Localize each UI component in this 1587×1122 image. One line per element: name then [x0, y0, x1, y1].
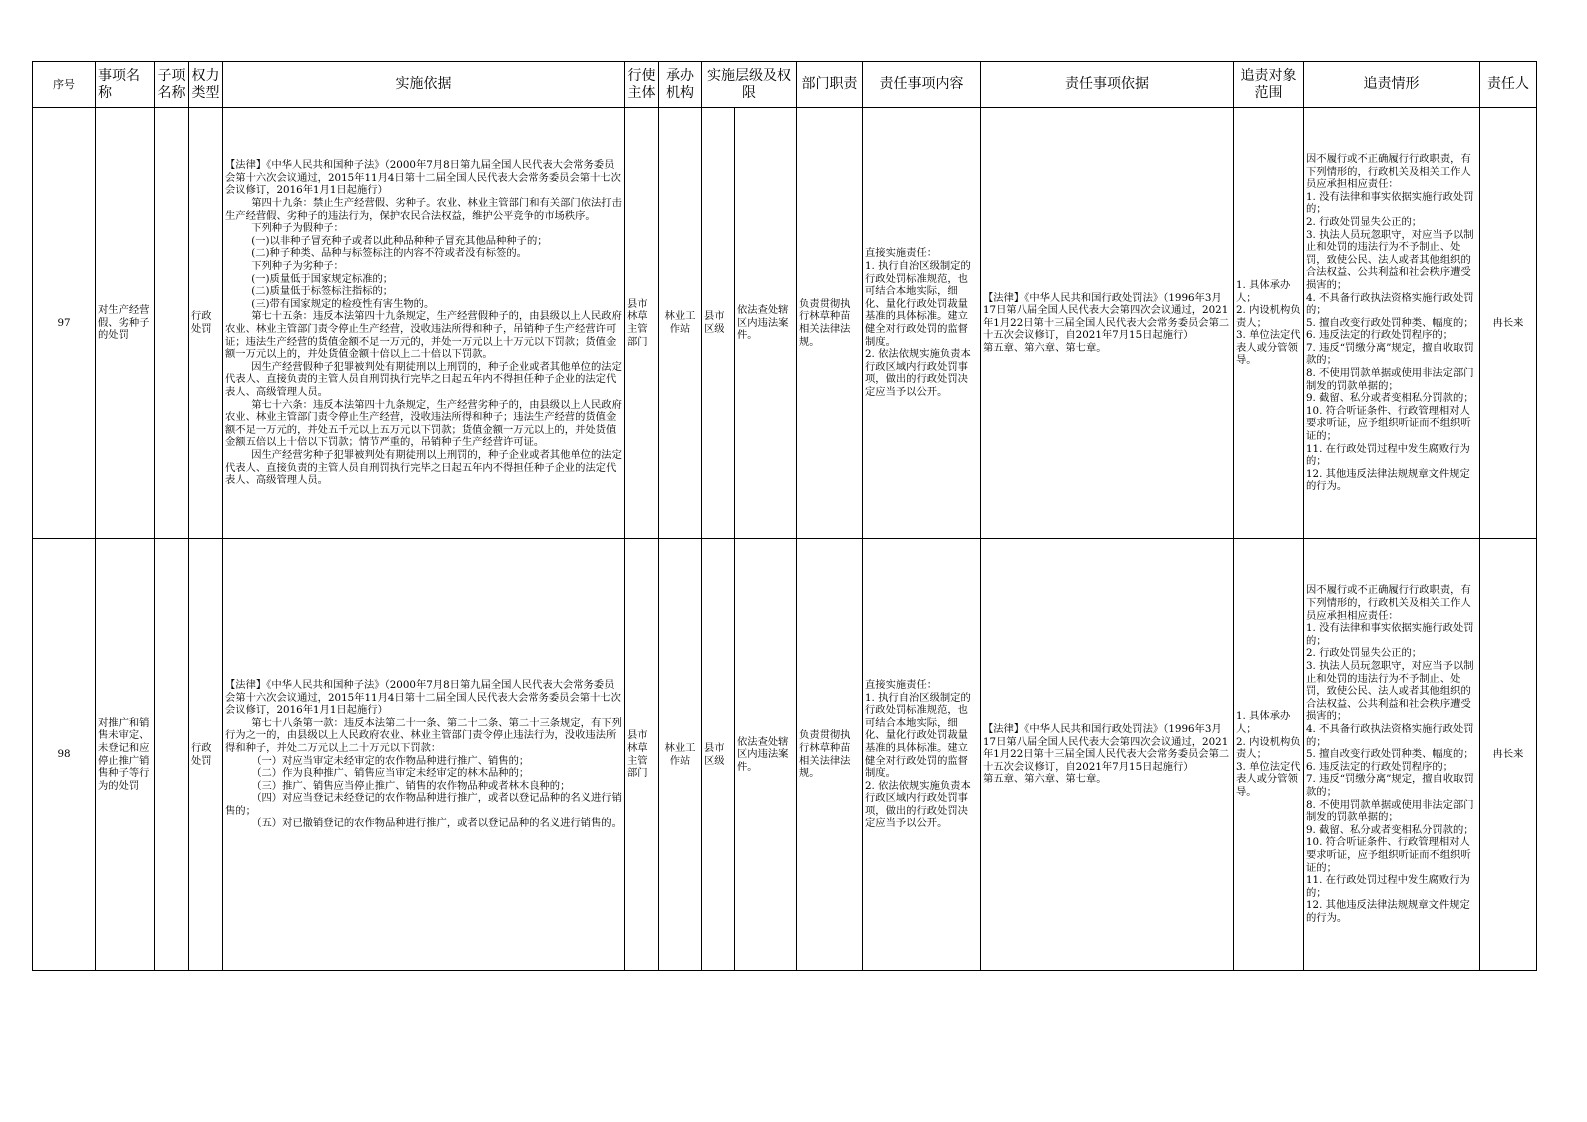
cell-situation	[1304, 539, 1480, 971]
basis-para: (一)以非种子冒充种子或者以此种品种种子冒充其他品种种子的；	[225, 234, 548, 247]
cell-sub-item-name	[155, 108, 189, 539]
cell-person: 冉长来	[1480, 539, 1537, 971]
header-duty: 部门职责	[797, 62, 863, 108]
cell-item-name: 对推广和销售未审定、未登记和应停止推广销售种子等行为的处罚	[96, 539, 155, 971]
resp-content-line: 直接实施责任：	[865, 678, 938, 691]
header-situation: 追责情形	[1304, 62, 1480, 108]
resp-basis-line: 【法律】《中华人民共和国行政处罚法》（1996年3月17日第八届全国人民代表大会第四次会议通过，2021年1月22日第十三届全国人民代表大会常务委员会第二十五次会议修订，自2021年7月15日起施行）	[983, 291, 1230, 342]
basis-para: （一）对应当审定未经审定的农作物品种进行推广、销售的；	[225, 754, 530, 767]
situation-line: 2. 行政处罚显失公正的；	[1306, 647, 1423, 660]
basis-para: (三)带有国家规定的检疫性有害生物的。	[225, 297, 435, 310]
header-organ: 承办机构	[659, 62, 702, 108]
situation-line: 8. 不使用罚款单据或使用非法定部门制发的罚款单据的；	[1306, 367, 1474, 392]
cell-resp-basis	[981, 539, 1234, 971]
cell-subject: 县市林草主管部门	[625, 539, 659, 971]
cell-duty: 负责贯彻执行林草种苗相关法律法规。	[797, 539, 863, 971]
cell-resp-content	[863, 108, 981, 539]
situation-line: 5. 擅自改变行政处罚种类、幅度的；	[1306, 316, 1474, 329]
cell-resp-content	[863, 539, 981, 971]
basis-para: 因生产经营假种子犯罪被判处有期徒刑以上刑罚的，种子企业或者其他单位的法定代表人、直接负责的主管人员自刑罚执行完毕之日起五年内不得担任种子企业的法定代表人、高级管理人员。	[225, 360, 622, 398]
target-line: 1. 具体承办人；	[1236, 278, 1291, 304]
table-header-row	[33, 62, 1537, 108]
target-line: 3. 单位法定代表人或分管领导。	[1236, 760, 1301, 798]
situation-line: 12. 其他违反法律法规规章文件规定的行为。	[1306, 899, 1470, 924]
resp-content-line: 直接实施责任：	[865, 247, 938, 260]
header-resp-basis: 责任事项依据	[981, 62, 1234, 108]
basis-para: （二）作为良种推广、销售应当审定未经审定的林木品种的；	[225, 767, 530, 780]
situation-line: 3. 执法人员玩忽职守，对应当予以制止和处罚的违法行为不予制止、处罚，致使公民、法人或者其他组织的合法权益、公共利益和社会秩序遭受损害的；	[1306, 228, 1474, 291]
basis-para: 第七十五条：违反本法第四十九条规定，生产经营假种子的，由县级以上人民政府农业、林业主管部门责令停止生产经营，没收违法所得和种子，吊销种子生产经营许可证；违法生产经营的货值金额不足一万元的，并处一万元以上十万元以下罚款；货值金额一万元以上的，并处货值金额十倍以上二十倍以下罚款。	[225, 310, 622, 361]
cell-sub-item-name	[155, 539, 189, 971]
header-item-name: 事项名称	[96, 62, 155, 108]
situation-line: 9. 截留、私分或者变相私分罚款的；	[1306, 392, 1474, 405]
cell-organ: 林业工作站	[659, 539, 702, 971]
basis-para: (一)质量低于国家规定标准的；	[225, 272, 394, 285]
resp-content-line: 2. 依法依规实施负责本行政区域内行政处罚事项，做出的行政处罚决定应当予以公开。	[865, 779, 971, 830]
situation-line: 因不履行或不正确履行行政职责，有下列情形的，行政机关及相关工作人员应承担相应责任：	[1306, 152, 1471, 191]
cell-person: 冉长来	[1480, 108, 1537, 539]
situation-line: 11. 在行政处罚过程中发生腐败行为的；	[1306, 442, 1470, 468]
cell-target	[1234, 539, 1304, 971]
basis-para: (二)种子种类、品种与标签标注的内容不符或者没有标签的。	[225, 247, 527, 260]
target-line: 3. 单位法定代表人或分管领导。	[1236, 329, 1301, 367]
basis-para: (二)质量低于标签标注指标的；	[225, 285, 394, 298]
basis-para: 下列种子为劣种子：	[225, 260, 344, 273]
basis-para: 【法律】《中华人民共和国种子法》（2000年7月8日第九届全国人民代表大会常务委员会第十六次会议通过，2015年11月4日第十二届全国人民代表大会常务委员会第十七次会议修订，2016年1月1日起施行）	[225, 678, 621, 717]
resp-content-line: 2. 依法依规实施负责本行政区域内行政处罚事项，做出的行政处罚决定应当予以公开。	[865, 348, 971, 398]
header-target: 追责对象范围	[1234, 62, 1304, 108]
header-basis: 实施依据	[223, 62, 625, 108]
resp-content-line: 1. 执行自治区级制定的行政处罚标准规范，也可结合本地实际，细化、量化行政处罚裁量基准的具体标准。建立健全对行政处罚的监督制度。	[865, 691, 971, 780]
cell-subject: 县市林草主管部门	[625, 108, 659, 539]
situation-line: 8. 不使用罚款单据或使用非法定部门制发的罚款单据的；	[1306, 798, 1474, 824]
cell-resp-basis	[981, 108, 1234, 539]
situation-line: 1. 没有法律和事实依据实施行政处罚的；	[1306, 622, 1474, 647]
cell-authority: 依法查处辖区内违法案件。	[735, 539, 797, 971]
basis-para: 【法律】《中华人民共和国种子法》（2000年7月8日第九届全国人民代表大会常务委员会第十六次会议通过，2015年11月4日第十二届全国人民代表大会常务委员会第十七次会议修订，2016年1月1日起施行）	[225, 159, 621, 197]
header-resp-content: 责任事项内容	[863, 62, 981, 108]
situation-line: 7. 违反“罚缴分离”规定，擅自收取罚款的；	[1306, 773, 1474, 798]
power-list-table	[32, 61, 1537, 971]
basis-para: 下列种子为假种子：	[225, 222, 344, 235]
header-subject: 行使主体	[625, 62, 659, 108]
cell-basis	[223, 539, 625, 971]
situation-line: 6. 违反法定的行政处罚程序的；	[1306, 329, 1453, 342]
basis-para: 第七十八条第一款：违反本法第二十一条、第二十二条、第二十三条规定，有下列行为之一的，由县级以上人民政府农业、林业主管部门责令停止违法行为，没收违法所得和种子，并处二万元以上二十万元以下罚款：	[225, 716, 622, 754]
target-line: 2. 内设机构负责人；	[1236, 735, 1301, 761]
basis-para: 第七十六条：违反本法第四十九条规定，生产经营劣种子的，由县级以上人民政府农业、林业主管部门责令停止生产经营，没收违法所得和种子；违法生产经营的货值金额不足一万元的，并处五千元以上五万元以下罚款；货值金额一万元以上的，并处货值金额五倍以上十倍以下罚款；情节严重的，吊销种子生产经营许可证。	[225, 398, 622, 449]
resp-basis-line: 第五章、第六章、第七章。	[983, 341, 1107, 354]
basis-para: 第四十九条：禁止生产经营假、劣种子。农业、林业主管部门和有关部门依法打击生产经营假、劣种子的违法行为，保护农民合法权益，维护公平竞争的市场秩序。	[225, 197, 622, 222]
cell-organ: 林业工作站	[659, 108, 702, 539]
cell-duty: 负责贯彻执行林草种苗相关法律法规。	[797, 108, 863, 539]
cell-seq: 98	[33, 539, 96, 971]
header-person: 责任人	[1480, 62, 1537, 108]
basis-para: （三）推广、销售应当停止推广、销售的农作物品种或者林木良种的；	[225, 779, 571, 792]
situation-line: 1. 没有法律和事实依据实施行政处罚的；	[1306, 190, 1474, 216]
cell-power-type: 行政处罚	[189, 539, 223, 971]
header-seq: 序号	[33, 62, 96, 108]
basis-para: 因生产经营劣种子犯罪被判处有期徒刑以上刑罚的，种子企业或者其他单位的法定代表人、直接负责的主管人员自刑罚执行完毕之日起五年内不得担任种子企业的法定代表人、高级管理人员。	[225, 448, 622, 487]
situation-line: 10. 符合听证条件、行政管理相对人要求听证，应予组织听证而不组织听证的；	[1306, 836, 1471, 874]
cell-level: 县市区级	[702, 108, 735, 539]
situation-line: 7. 违反“罚缴分离”规定，擅自收取罚款的；	[1306, 341, 1474, 367]
situation-line: 3. 执法人员玩忽职守，对应当予以制止和处罚的违法行为不予制止、处罚，致使公民、法人或者其他组织的合法权益、公共利益和社会秩序遭受损害的；	[1306, 660, 1474, 723]
situation-line: 4. 不具备行政执法资格实施行政处罚的；	[1306, 723, 1474, 748]
basis-para: （五）对已撤销登记的农作物品种进行推广，或者以登记品种的名义进行销售的。	[225, 817, 622, 830]
situation-line: 9. 截留、私分或者变相私分罚款的；	[1306, 823, 1474, 836]
cell-situation	[1304, 108, 1480, 539]
situation-line: 2. 行政处罚显失公正的；	[1306, 215, 1423, 228]
cell-authority: 依法查处辖区内违法案件。	[735, 108, 797, 539]
target-line: 2. 内设机构负责人；	[1236, 304, 1301, 329]
situation-line: 4. 不具备行政执法资格实施行政处罚的；	[1306, 291, 1474, 317]
table-row	[33, 539, 1537, 971]
situation-line: 因不履行或不正确履行行政职责，有下列情形的，行政机关及相关工作人员应承担相应责任：	[1306, 584, 1471, 622]
cell-power-type: 行政处罚	[189, 108, 223, 539]
resp-basis-line: 第五章、第六章、第七章。	[983, 773, 1107, 786]
situation-line: 5. 擅自改变行政处罚种类、幅度的；	[1306, 748, 1474, 761]
table-row	[33, 108, 1537, 539]
target-line: 1. 具体承办人；	[1236, 710, 1291, 736]
situation-line: 10. 符合听证条件、行政管理相对人要求听证，应予组织听证而不组织听证的；	[1306, 404, 1471, 443]
cell-seq: 97	[33, 108, 96, 539]
cell-level: 县市区级	[702, 539, 735, 971]
header-sub-item-name: 子项名称	[155, 62, 189, 108]
header-level: 实施层级及权限	[702, 62, 797, 108]
situation-line: 12. 其他违反法律法规规章文件规定的行为。	[1306, 467, 1470, 493]
cell-basis	[223, 108, 625, 539]
situation-line: 6. 违反法定的行政处罚程序的；	[1306, 760, 1453, 773]
header-power-type: 权力类型	[189, 62, 223, 108]
cell-target	[1234, 108, 1304, 539]
resp-content-line: 1. 执行自治区级制定的行政处罚标准规范，也可结合本地实际，细化、量化行政处罚裁量基准的具体标准。建立健全对行政处罚的监督制度。	[865, 260, 971, 348]
situation-line: 11. 在行政处罚过程中发生腐败行为的；	[1306, 874, 1470, 899]
resp-basis-line: 【法律】《中华人民共和国行政处罚法》（1996年3月17日第八届全国人民代表大会第四次会议通过，2021年1月22日第十三届全国人民代表大会常务委员会第二十五次会议修订，自2021年7月15日起施行）	[983, 723, 1230, 773]
cell-item-name: 对生产经营假、劣种子的处罚	[96, 108, 155, 539]
basis-para: （四）对应当登记未经登记的农作物品种进行推广，或者以登记品种的名义进行销售的；	[225, 792, 622, 817]
